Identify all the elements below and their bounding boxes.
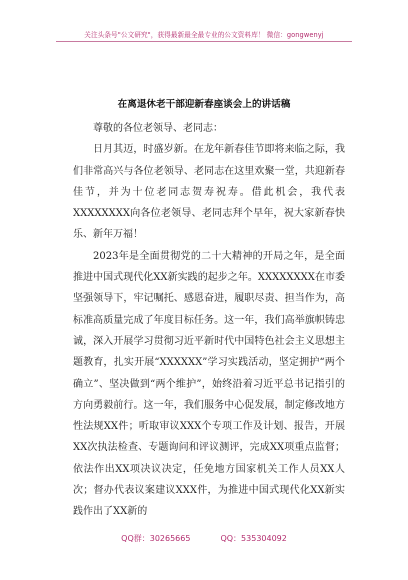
paragraph-2: 2023年是全面贯彻党的二十大精神的开局之年，是全面推进中国式现代化XX新实践的起步之年。XXXXXXXX在市委坚强领导下，牢记嘱托、感恩奋进，履职尽责、担当作为，高标准高质量完成了年度目标任务。这一年，我们高举旗帜铸忠诚，深入开展学习贯彻习近平新时代中国特色社会主义思想主题教育，扎实开展“XXXXXX”学习实践活动，坚定拥护“两个确立”、坚决做到“两个维护”，始终沿着习近平总书记指引的方向勇毅前行。这一年，我们服务中心促发展，制定修改地方性法规XX件；听取审议XXX个专项工作及计划、报告，开展XX次执法检查、专题询问和评议测评，完成XX项重点监督；依法作出XX项决议决定，任免地方国家机关工作人员XX人次；督办代表议案建议XXX件，为推进中国式现代化XX新实践作出了XX新的 <box>73 250 345 518</box>
footer-qq: QQ：535304092 <box>220 534 287 543</box>
document-title: 在离退休老干部迎新春座谈会上的讲话稿 <box>117 99 291 110</box>
paragraph-1: 日月其迈，时盛岁新。在龙年新春佳节即将来临之际，我们非常高兴与各位老领导、老同志在这里欢聚一堂，共迎新春佳节，并为十位老同志贺寿祝寿。借此机会，我代表XXXXXXXX向各位老领导、老同志拜个早年，祝大家新春快乐、新年万福！ <box>73 144 345 241</box>
salutation: 尊敬的各位老领导、老同志： <box>93 123 223 134</box>
document-body <box>73 118 345 523</box>
header-note: 关注头条号"公文研究"，获得最新最全最专业的公文资料库！ 微信：gongwenyj <box>84 31 324 39</box>
footer-qq-group: QQ群：30265665 <box>121 534 191 543</box>
footer <box>0 533 408 544</box>
header-divider <box>56 41 352 42</box>
